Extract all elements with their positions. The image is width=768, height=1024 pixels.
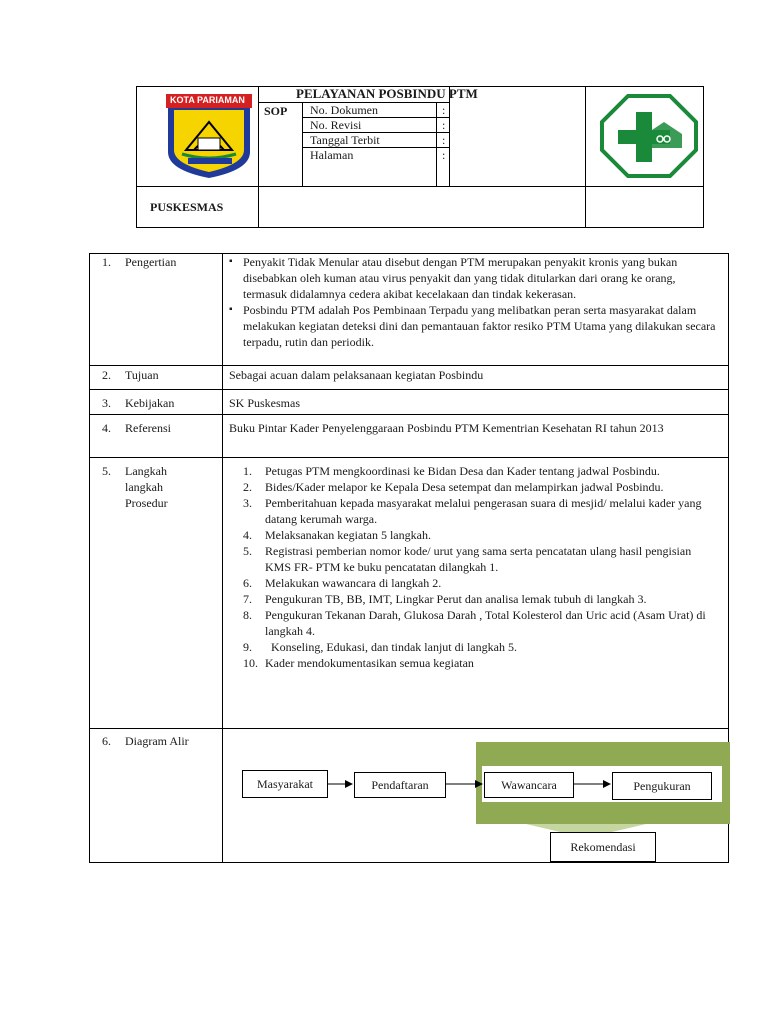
document-title: PELAYANAN POSBINDU PTM — [296, 86, 478, 101]
step-1: 1. Petugas PTM mengkoordinasi ke Bidan Desa dan Kader tentang jadwal Posbindu. — [243, 464, 660, 478]
step-9: 9. Konseling, Edukasi, dan tindak lanjut di langkah 5. — [243, 640, 517, 654]
step-4: 4. Melaksanakan kegiatan 5 langkah. — [243, 528, 431, 542]
city-banner-text: KOTA PARIAMAN — [170, 95, 245, 105]
row-5-label-line-1: Langkah — [125, 464, 167, 478]
header-right-cell — [586, 86, 704, 228]
row-1-number: 1. — [102, 255, 111, 269]
pengertian-bullet-2: ▪ Posbindu PTM adalah Pos Pembinaan Terpadu yang melibatkan peran serta masyarakat dalam melakukan kegiatan deteksi dini dan pemantauan faktor resiko PTM Utama yang dilakukan secara terpadu, rutin dan periodik. — [229, 302, 719, 350]
kebijakan-text: SK Puskesmas — [229, 396, 301, 410]
puskesmas-label: PUSKESMAS — [150, 200, 224, 214]
pengertian-content — [229, 254, 719, 350]
row-5-label — [125, 463, 168, 511]
step-10: 10. Kader mendokumentasikan semua kegiatan — [243, 656, 474, 670]
row-5-label-line-3: Prosedur — [125, 496, 168, 510]
row-5-number: 5. — [102, 464, 111, 478]
step-5: 5. Registrasi pemberian nomor kode/ urut yang sama serta pencatatan ulang hasil pengisian KMS FR- PTM ke buku pencatatan dilangkah 1. — [243, 544, 692, 574]
info-value-halaman: : — [442, 148, 446, 162]
tujuan-text: Sebagai acuan dalam pelaksanaan kegiatan Posbindu — [229, 368, 484, 382]
flow-diagram — [230, 740, 730, 865]
row-2-number: 2. — [102, 368, 111, 382]
step-8: 8. Pengukuran Tekanan Darah, Glukosa Darah , Total Kolesterol dan Uric acid (Asam Urat) di langkah 4. — [243, 608, 706, 638]
flow-node-wawancara: Wawancara — [484, 772, 574, 798]
row-4-label: Referensi — [125, 421, 171, 435]
prosedur-steps — [243, 463, 713, 671]
step-2: 2. Bides/Kader melapor ke Kepala Desa setempat dan melampirkan jadwal Posbindu. — [243, 480, 664, 494]
info-label-tanggal-terbit: Tanggal Terbit — [310, 133, 380, 147]
row-6-label: Diagram Alir — [125, 734, 189, 748]
referensi-text: Buku Pintar Kader Penyelenggaraan Posbindu PTM Kementrian Kesehatan RI tahun 2013 — [229, 421, 664, 435]
row-4-number: 4. — [102, 421, 111, 435]
puskesmas-logo — [600, 92, 698, 180]
flow-node-pendaftaran: Pendaftaran — [354, 772, 446, 798]
flow-node-pengukuran: Pengukuran — [612, 772, 712, 800]
flow-node-rekomendasi: Rekomendasi — [550, 832, 656, 862]
header-table — [136, 86, 586, 228]
info-label-halaman: Halaman — [310, 148, 354, 162]
info-value-no-revisi: : — [442, 118, 446, 132]
info-value-tanggal-terbit: : — [442, 133, 446, 147]
row-3-label: Kebijakan — [125, 396, 175, 410]
row-1-label: Pengertian — [125, 255, 177, 269]
info-label-no-dokumen: No. Dokumen — [310, 103, 378, 117]
flow-node-masyarakat: Masyarakat — [242, 770, 328, 798]
row-6-number: 6. — [102, 734, 111, 748]
row-5-label-line-2: langkah — [125, 480, 163, 494]
sop-label: SOP — [264, 104, 288, 118]
info-label-no-revisi: No. Revisi — [310, 118, 362, 132]
step-3: 3. Pemberitahuan kepada masyarakat melalui pengerasan suara di mesjid/ melalui kader yang datang kerumah warga. — [243, 496, 702, 526]
kota-pariaman-logo — [164, 92, 256, 180]
row-2-label: Tujuan — [125, 368, 159, 382]
info-value-no-dokumen: : — [442, 103, 446, 117]
step-7: 7. Pengukuran TB, BB, IMT, Lingkar Perut dan analisa lemak tubuh di langkah 3. — [243, 592, 647, 606]
row-3-number: 3. — [102, 396, 111, 410]
step-6: 6. Melakukan wawancara di langkah 2. — [243, 576, 442, 590]
pengertian-bullet-1: ▪ Penyakit Tidak Menular atau disebut dengan PTM merupakan penyakit kronis yang bukan disebabkan oleh kuman atau virus penyakit dan yang tidak ditularkan dari orang ke orang, termasuk didalamnya cedera akibat kecelakaan dan tindak kekerasan. — [229, 254, 719, 302]
